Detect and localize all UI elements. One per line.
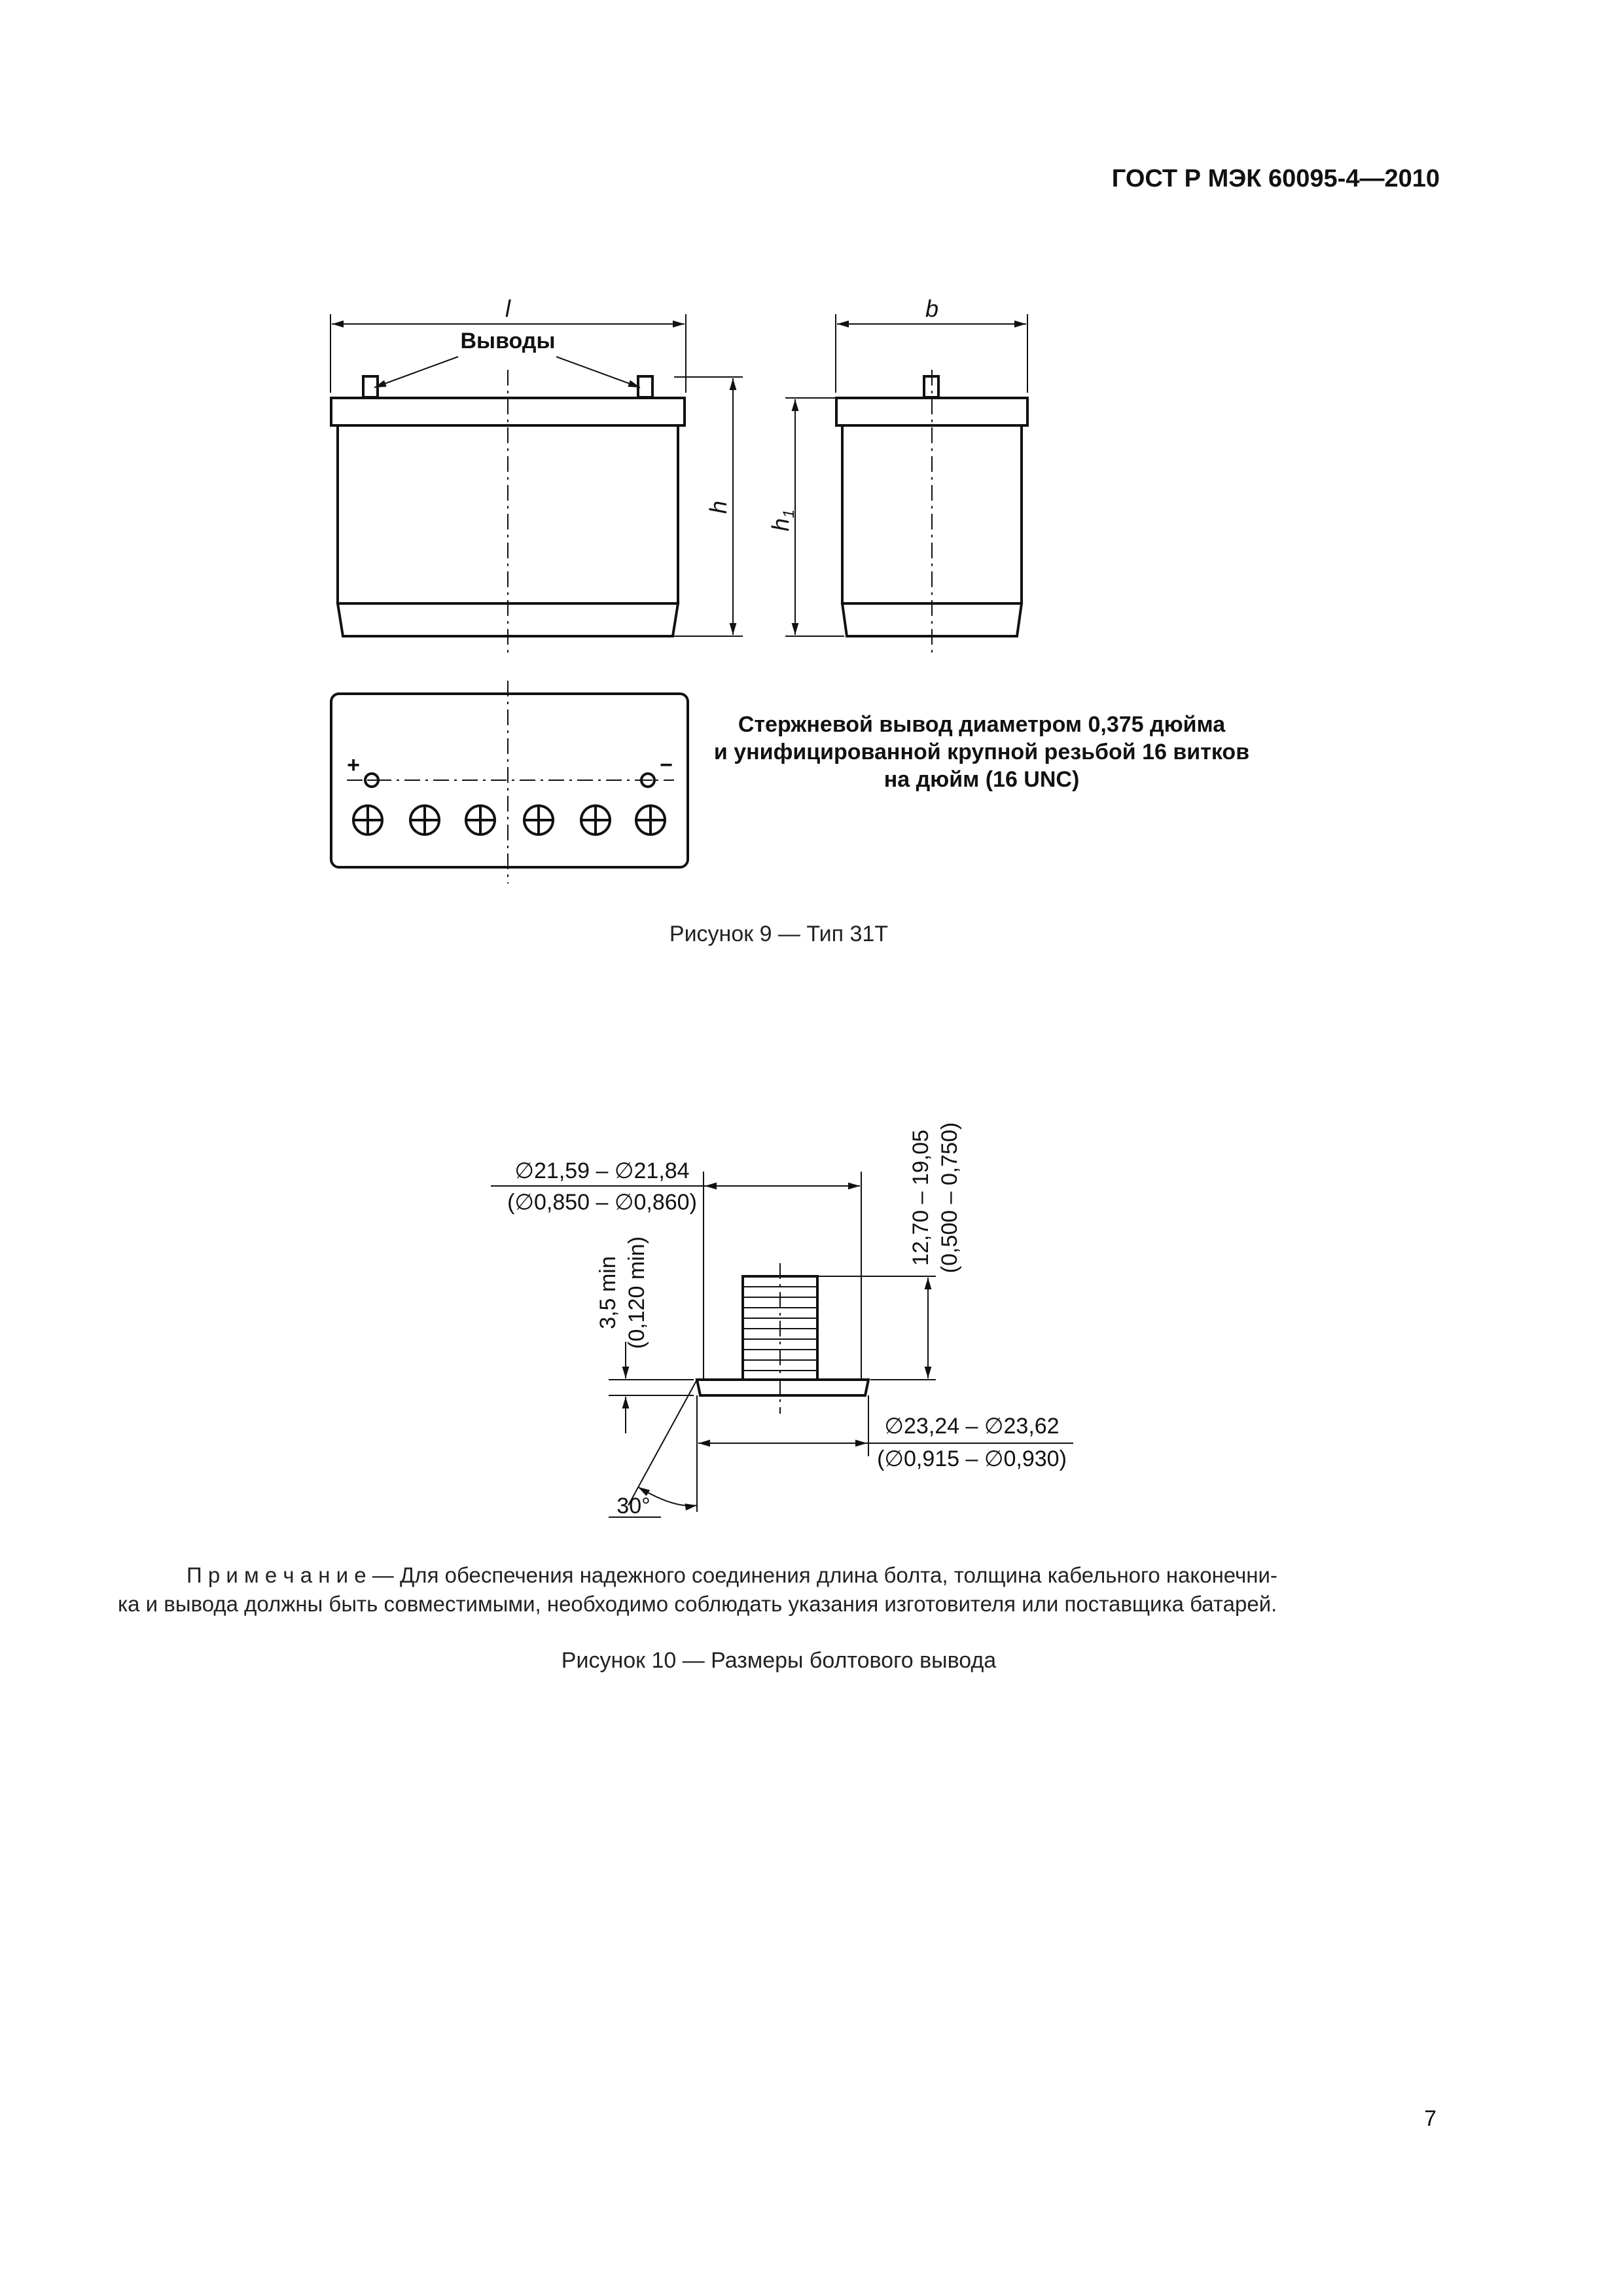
figure-9-caption: Рисунок 9 — Тип 31Т bbox=[669, 922, 889, 946]
note-line-1: П р и м е ч а н и е — Для обеспечения надежного соединения длина болта, толщина кабельного наконечни- bbox=[187, 1563, 1277, 1587]
figure-9-top-view bbox=[331, 681, 688, 884]
figure-9-side-view bbox=[767, 295, 1027, 655]
dimension-h-label: h bbox=[705, 500, 732, 514]
figure-9-front-view bbox=[330, 295, 743, 655]
cell-cap-icon bbox=[353, 806, 382, 834]
base-diameter-mm: ∅23,24 – ∅23,62 bbox=[884, 1414, 1060, 1439]
height-mm: 12,70 – 19,05 bbox=[908, 1130, 933, 1266]
cell-caps bbox=[353, 806, 665, 834]
description-line-1: Стержневой вывод диаметром 0,375 дюйма bbox=[738, 712, 1226, 737]
base-diameter-in: (∅0,915 – ∅0,930) bbox=[877, 1446, 1067, 1471]
description-line-2: и унифицированной крупной резьбой 16 витков bbox=[713, 740, 1250, 764]
terminals-label: Выводы bbox=[460, 329, 556, 353]
top-diameter-mm: ∅21,59 – ∅21,84 bbox=[514, 1158, 690, 1183]
top-diameter-in: (∅0,850 – ∅0,860) bbox=[507, 1190, 697, 1215]
terminal-post-right bbox=[638, 376, 652, 397]
dimension-b-label: b bbox=[925, 295, 939, 322]
terminal-description bbox=[714, 712, 1249, 792]
cell-cap-icon bbox=[410, 806, 439, 834]
cell-cap-icon bbox=[524, 806, 553, 834]
min-thickness-mm: 3,5 min bbox=[596, 1256, 620, 1329]
height-in: (0,500 – 0,750) bbox=[937, 1122, 962, 1274]
figure-10-caption: Рисунок 10 — Размеры болтового вывода bbox=[561, 1648, 997, 1673]
document-header: ГОСТ Р МЭК 60095-4—2010 bbox=[1111, 165, 1440, 192]
cell-cap-icon bbox=[466, 806, 495, 834]
cell-cap-icon bbox=[636, 806, 665, 834]
plus-sign: + bbox=[347, 753, 360, 778]
note-label: П р и м е ч а н и е bbox=[187, 1563, 366, 1587]
cell-cap-icon bbox=[581, 806, 610, 834]
dimension-h1-label: $h_1$ bbox=[767, 509, 798, 531]
chamfer-angle-label: 30° bbox=[616, 1494, 651, 1518]
page-number: 7 bbox=[1424, 2106, 1436, 2131]
min-thickness-in: (0,120 min) bbox=[624, 1236, 649, 1349]
minus-sign: − bbox=[660, 753, 673, 778]
dimension-l-label: l bbox=[505, 295, 510, 322]
note-line-2: ка и вывода должны быть совместимыми, необходимо соблюдать указания изготовителя или поставщика батарей. bbox=[118, 1592, 1277, 1616]
figure-10-bolt-terminal bbox=[491, 1122, 1073, 1518]
note-paragraph bbox=[118, 1563, 1277, 1616]
description-line-3: на дюйм (16 UNC) bbox=[883, 767, 1080, 792]
bolt-base-flange bbox=[697, 1380, 868, 1395]
